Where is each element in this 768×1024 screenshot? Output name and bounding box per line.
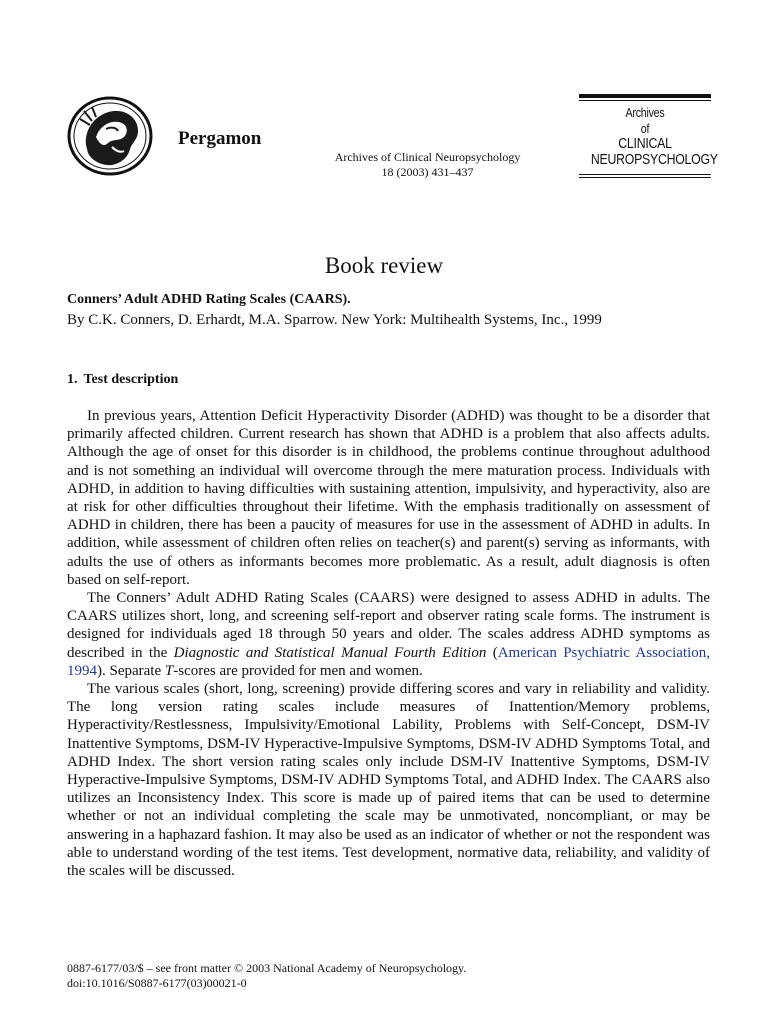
article-body [67,407,710,880]
book-byline: By C.K. Conners, D. Erhardt, M.A. Sparrow. New York: Multihealth Systems, Inc., 1999 [67,312,602,328]
citation-link[interactable]: American Psychiatric Association, 1994 [67,644,710,679]
paragraph-1: In previous years, Attention Deficit Hyperactivity Disorder (ADHD) was thought to be a disorder that primarily affected children. Current research has shown that ADHD is a problem that also affects adults. Although the age of onset for this disorder is in childhood, the problems continue throughout adulthood and is not something an individual will overcome through the mere maturation process. Individuals with ADHD, in addition to having difficulties with sustaining attention, impulsivity, and hyperactivity, also are at risk for other difficulties throughout their lifetime. With the emphasis traditionally on assessment of ADHD in children, there has been a paucity of measures for use in the assessment of ADHD in adults. In addition, while assessment of children often relies on teacher(s) and parent(s) serving as informants, with adults the use of others as informants becomes more problematic. As a result, adult diagnosis is often based on self-report. [67,408,710,588]
brand-line-neuropsychology: NEUROPSYCHOLOGY [590,150,718,168]
brand-line-archives: Archives [625,105,665,120]
doi-line: doi:10.1016/S0887-6177(03)00021-0 [67,976,247,990]
journal-citation [290,150,565,180]
paragraph-2: The Conners’ Adult ADHD Rating Scales (CAARS) were designed to assess ADHD in adults. The CAARS utilizes short, long, and screening self-report and observer rating scale forms. The instrument is designed for individuals aged 18 through 50 years and older. The scales address ADHD symptoms as described in the Diagnostic and Statistical Manual Fourth Edition (American Psychiatric Association, 1994). Separate T-scores are provided for men and women. [67,590,710,679]
book-title: Conners’ Adult ADHD Rating Scales (CAARS). [67,292,351,307]
dsm-title: Diagnostic and Statistical Manual Fourth Edition [173,644,487,661]
page-footer [67,961,466,991]
journal-name: Archives of Clinical Neuropsychology [334,150,521,164]
paragraph-3: The various scales (short, long, screening) provide differing scores and vary in reliability and validity. The long version rating scales include measures of Inattention/Memory problems, Hyperactivity/Restlessness, Impulsivity/Emotional Lability, Problems with Self-Concept, DSM-IV Inattentive Symptoms, DSM-IV Hyperactive-Impulsive Symptoms, DSM-IV ADHD Symptoms Total, and ADHD Index. The short version rating scales only include DSM-IV Inattentive Symptoms, DSM-IV Hyperactive-Impulsive Symptoms, DSM-IV ADHD Symptoms Total, and ADHD Index. The CAARS also utilizes an Inconsistency Index. This score is made up of paired items that can be used to determine whether or not an individual completing the scale may be unmotivated, noncompliant, or may be answering in a haphazard fashion. It may also be used as an indicator of whether or not the respondent was able to understand wording of the test items. Test development, normative data, reliability, and validity of the scales will be discussed. [67,681,710,880]
publisher-logo-icon [66,95,154,177]
brand-line-of: of [640,120,650,136]
brand-line-clinical: CLINICAL [618,135,672,152]
copyright-line: 0887-6177/03/$ – see front matter © 2003 National Academy of Neuropsychology. [67,961,467,975]
journal-volume-pages: 18 (2003) 431–437 [381,165,474,179]
section-heading [67,372,184,388]
section-title: Test description [83,372,179,387]
article-type-heading: Book review [324,253,444,278]
journal-brand-logo [579,94,718,178]
section-number: 1. [67,372,78,387]
publisher-name: Pergamon [178,128,262,149]
